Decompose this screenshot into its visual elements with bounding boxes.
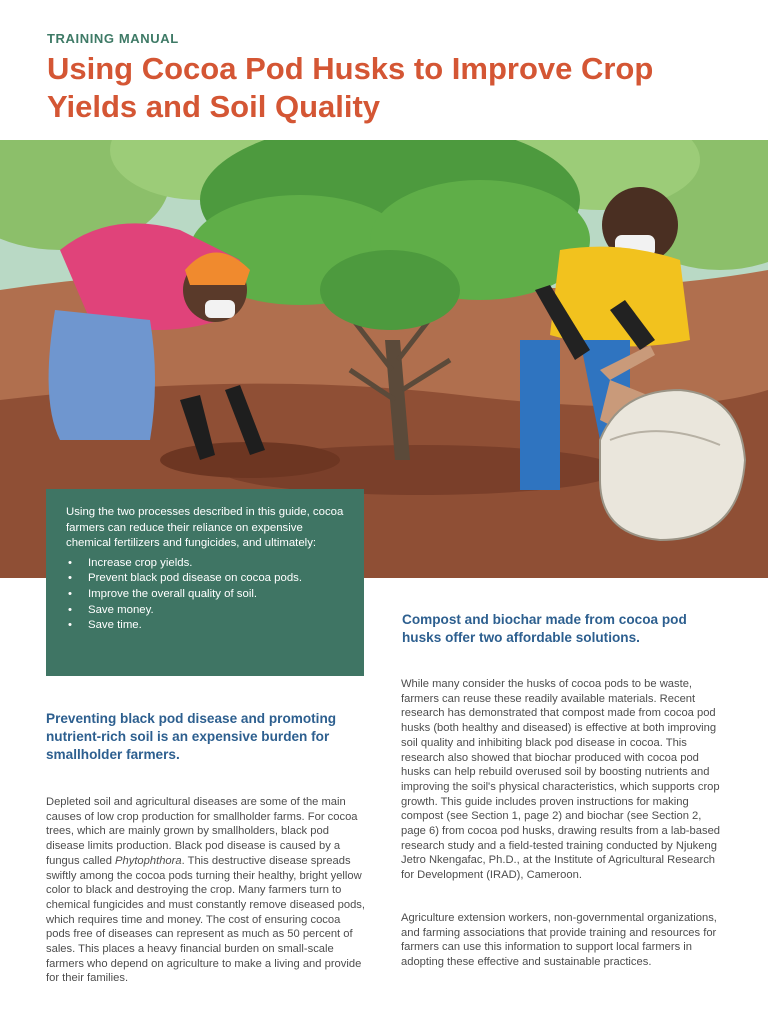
- solutions-heading: Compost and biochar made from cocoa pod husks offer two affordable solutions.: [402, 612, 687, 645]
- benefit-item: • Save money.: [66, 603, 346, 619]
- solutions-paragraph-2: Agriculture extension workers, non-governmental organizations, and farming associations that provide training and resources for farmers can use this information to support local farmers in adopting these effective and sustainable practices.: [401, 912, 717, 969]
- benefit-item: • Increase crop yields.: [66, 556, 346, 572]
- benefits-list: [66, 556, 346, 634]
- document-kicker: TRAINING MANUAL: [47, 31, 179, 46]
- solutions-paragraph-1: While many consider the husks of cocoa pods to be waste, farmers can reuse these readily available materials. Recent research has demonstrated that compost made from cocoa pod husks (both healthy and diseased) is effective at both improving soil quality and inhibiting black pod disease in cocoa. This research also showed that biochar produced with cocoa pod husks can help rebuild overused soil by boosting nutrients and improving the soil's physical characteristics, which supports crop growth. This guide includes proven instructions for making compost (see Section 1, page 2) and biochar (see Section 2, page 6) from cocoa pod husks, drawing results from a lab-based research study and a field-tested training conducted by Njukeng Jetro Nkengafac, Ph.D., at the Institute of Agricultural Research for Development (IRAD), Cameroon.: [401, 678, 721, 882]
- problem-paragraph: [46, 795, 366, 986]
- problem-text-part-1: Depleted soil and agricultural diseases are some of the main causes of low crop production for smallholder farms. For cocoa trees, which are mainly grown by smallholders, black pod disease limits production. Black pod disease is caused by a fungus called: [46, 796, 358, 867]
- benefit-item: • Improve the overall quality of soil.: [66, 587, 346, 603]
- benefit-item: • Save time.: [66, 618, 346, 634]
- problem-text-part-2: . This destructive disease spreads swiftly among the cocoa pods turning their healthy, bright yellow color to black and destroying the crop. Many farmers turn to chemical fungicides and must constantly remove diseased pods, which requires time and money. The cost of ensuring cocoa pods free of diseases can represent as much as 50 percent of sales. This places a heavy financial burden on small-scale farmers who depend on agriculture to make a living and provide for their families.: [46, 854, 366, 985]
- benefits-callout: [46, 489, 364, 676]
- fungus-name: Phytophthora: [115, 854, 182, 867]
- benefit-item: • Prevent black pod disease on cocoa pods.: [66, 571, 346, 587]
- document-title: Using Cocoa Pod Husks to Improve Crop Yields and Soil Quality: [47, 51, 654, 124]
- problem-heading: Preventing black pod disease and promoting nutrient-rich soil is an expensive burden for smallholder farmers.: [46, 711, 337, 762]
- callout-intro: Using the two processes described in this guide, cocoa farmers can reduce their reliance on expensive chemical fertilizers and fungicides, and ultimately:: [66, 506, 344, 550]
